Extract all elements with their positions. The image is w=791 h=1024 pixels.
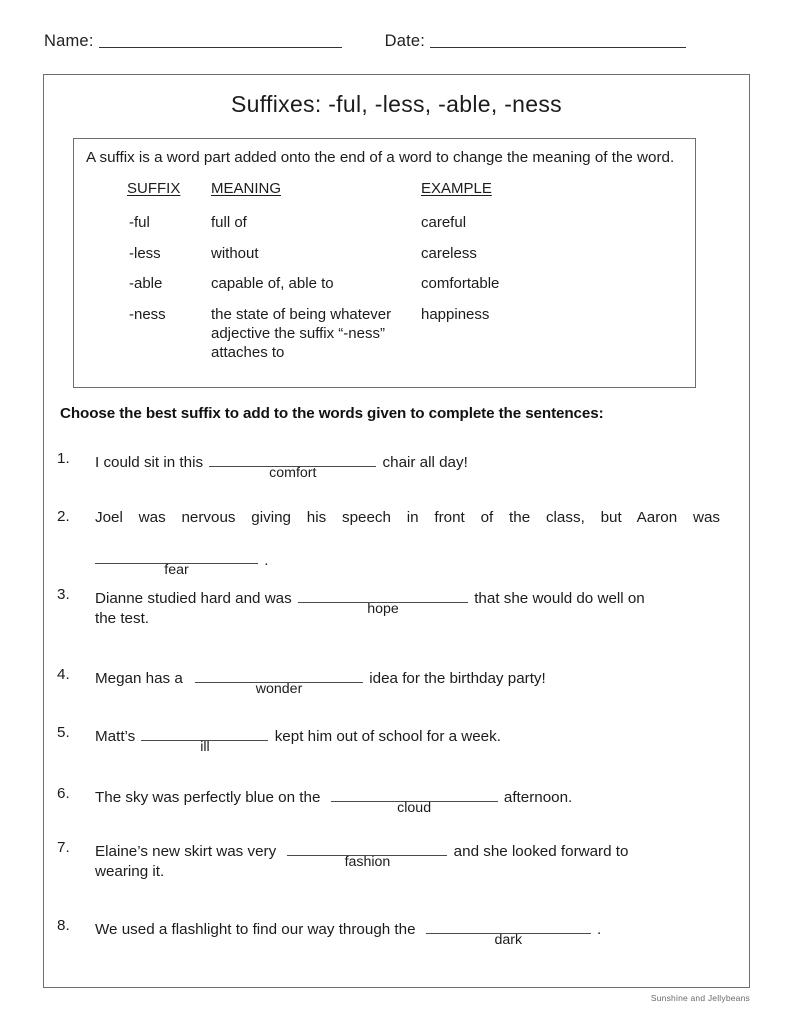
question-text-after: and she looked forward to [453, 842, 629, 860]
question-body [95, 666, 737, 697]
answer-blank[interactable] [331, 785, 498, 816]
word-hint: cloud [397, 799, 432, 816]
question-text-before: Megan has a [95, 669, 183, 687]
question-item-6 [57, 785, 737, 839]
question-item-4 [57, 666, 737, 724]
question-text-after: afternoon. [503, 788, 573, 806]
date-label: Date: [384, 32, 426, 50]
cell-example: careful [421, 213, 467, 231]
question-item-1 [57, 450, 737, 508]
question-body [95, 450, 737, 481]
word-hint: wonder [255, 680, 303, 697]
question-number: 6. [57, 785, 70, 802]
cell-suffix: -ful [129, 213, 150, 231]
name-input-line[interactable] [99, 46, 342, 48]
question-text-before: Matt’s [95, 727, 136, 745]
word-hint: ill [200, 738, 210, 755]
cell-example: careless [421, 244, 477, 262]
answer-blank[interactable] [195, 666, 363, 697]
cell-example: happiness [421, 306, 490, 324]
question-text-after: kept him out of school for a week. [274, 727, 501, 745]
question-item-8 [57, 917, 737, 957]
question-list [57, 450, 737, 957]
question-item-7 [57, 839, 737, 917]
question-text-before: The sky was perfectly blue on the [95, 788, 321, 806]
question-number: 3. [57, 586, 70, 603]
question-text-after: chair all day! [382, 453, 468, 471]
question-body [95, 917, 737, 948]
instruction-text: Choose the best suffix to add to the words given to complete the sentences: [60, 405, 604, 422]
question-item-3 [57, 586, 737, 666]
definition-box [73, 138, 696, 388]
question-number: 5. [57, 724, 70, 741]
question-text-second-line: the test. [95, 609, 150, 627]
table-row [86, 214, 683, 233]
question-item-5 [57, 724, 737, 785]
column-header-meaning: MEANING [211, 179, 282, 197]
name-date-row [44, 32, 750, 51]
answer-blank[interactable] [209, 450, 376, 481]
cell-suffix: -able [129, 275, 163, 293]
table-row [86, 275, 683, 294]
question-text-after: . [264, 551, 269, 569]
footer-credit: Sunshine and Jellybeans [650, 993, 750, 1003]
question-body [95, 724, 737, 755]
page-title: Suffixes: -ful, -less, -able, -ness [231, 91, 562, 117]
table-header-row [86, 180, 683, 199]
date-input-line[interactable] [430, 46, 686, 48]
question-body [95, 586, 737, 628]
answer-blank[interactable] [287, 839, 447, 870]
question-text-after: . [597, 920, 602, 938]
answer-blank[interactable] [426, 917, 591, 948]
column-header-suffix: SUFFIX [127, 179, 181, 197]
word-hint: fear [164, 562, 189, 579]
question-number: 8. [57, 917, 70, 934]
question-item-2 [57, 508, 737, 586]
cell-meaning: full of [211, 213, 247, 231]
question-text-before: Dianne studied hard and was [95, 589, 292, 607]
cell-meaning: the state of being whatever adjective the suffix “-ness” attaches to [211, 306, 392, 362]
cell-example: comfortable [421, 275, 500, 293]
table-row [86, 245, 683, 264]
word-hint: dark [494, 931, 523, 948]
cell-meaning: without [211, 244, 259, 262]
question-text-before: I could sit in this [95, 453, 204, 471]
question-number: 4. [57, 666, 70, 683]
word-hint: fashion [344, 853, 391, 870]
answer-blank[interactable] [141, 724, 268, 755]
question-text-after: that she would do well on [474, 589, 645, 607]
answer-blank[interactable] [95, 548, 258, 579]
word-hint: comfort [269, 464, 317, 481]
worksheet-frame [43, 74, 750, 988]
table-row [86, 306, 683, 363]
question-body [95, 508, 720, 579]
cell-suffix: -ness [129, 306, 166, 324]
question-text-after: idea for the birthday party! [369, 669, 546, 687]
question-body [95, 839, 737, 881]
question-body [95, 785, 737, 816]
name-label: Name: [44, 32, 94, 50]
word-hint: hope [367, 600, 399, 617]
question-text-before: Elaine’s new skirt was very [95, 842, 277, 860]
definition-text: A suffix is a word part added onto the end of a word to change the meaning of the word. [86, 149, 675, 166]
question-number: 1. [57, 450, 70, 467]
question-number: 2. [57, 508, 70, 525]
question-text-second-line: wearing it. [95, 862, 165, 880]
column-header-example: EXAMPLE [421, 179, 492, 197]
suffix-reference-table [86, 180, 683, 363]
question-text-before: We used a flashlight to find our way through the [95, 920, 416, 938]
cell-meaning: capable of, able to [211, 275, 334, 293]
question-text-before: Joel was nervous giving his speech in front of the class, but Aaron was [95, 509, 720, 526]
cell-suffix: -less [129, 244, 161, 262]
question-number: 7. [57, 839, 70, 856]
answer-blank[interactable] [298, 586, 468, 617]
